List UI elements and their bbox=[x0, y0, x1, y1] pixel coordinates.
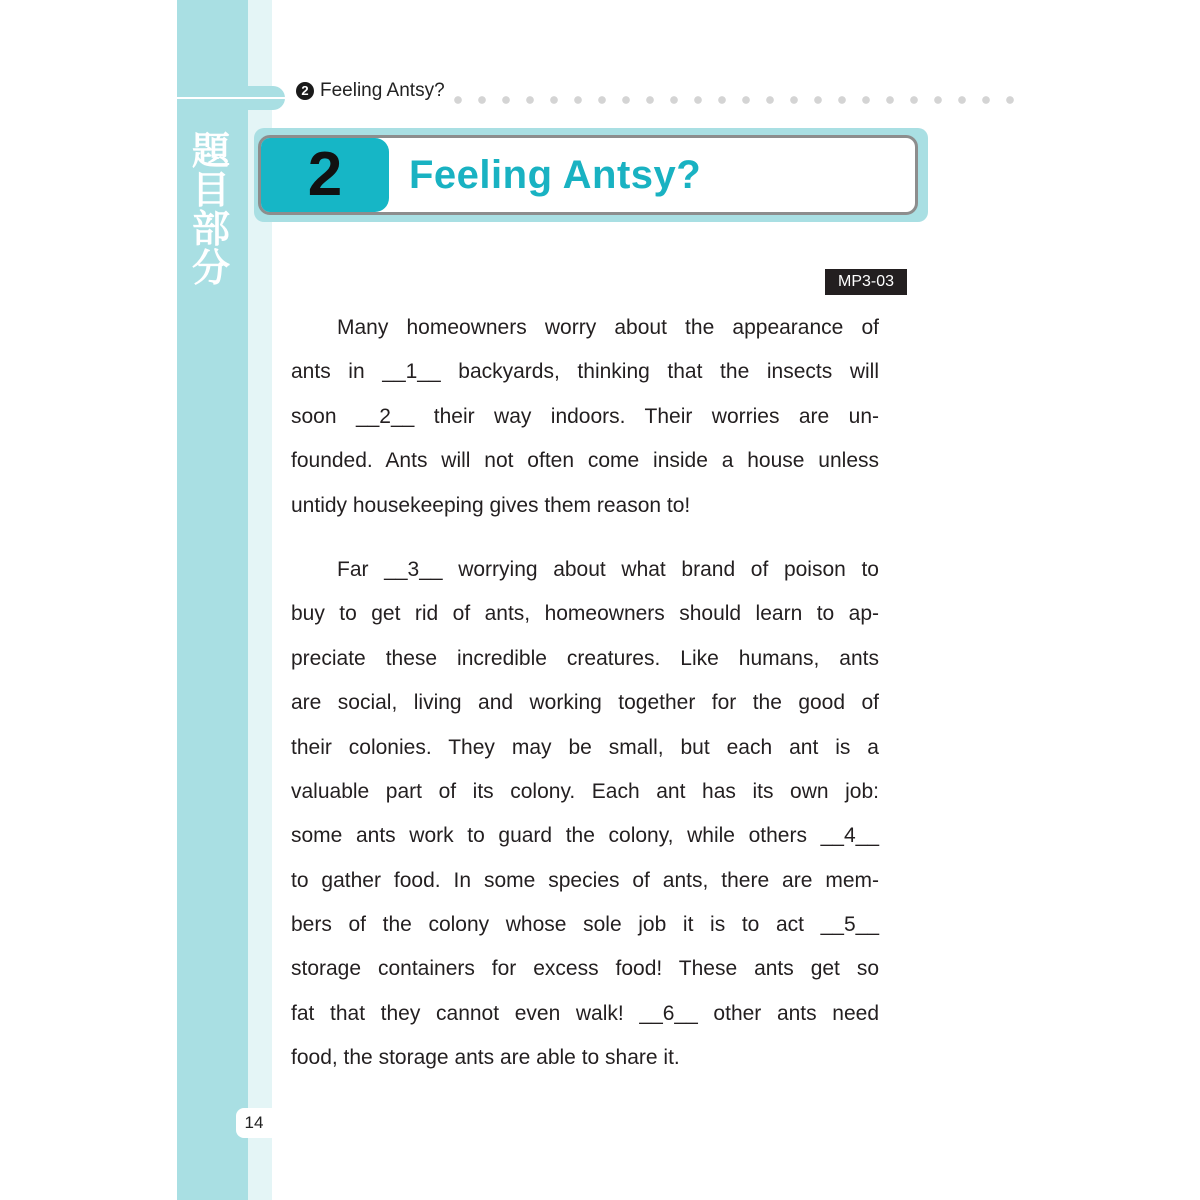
paragraph-line: storage containers for excess food! These ants get so bbox=[291, 957, 879, 981]
paragraph-line: Many homeowners worry about the appearance of bbox=[337, 316, 879, 339]
page-title: Feeling Antsy? bbox=[409, 153, 702, 197]
paragraph-line: preciate these incredible creatures. Like humans, ants bbox=[291, 646, 879, 670]
paragraph-line: founded. Ants will not often come inside a house unless bbox=[291, 449, 879, 473]
paragraph-line: fat that they cannot even walk! __6__ other ants need bbox=[291, 1001, 879, 1025]
paragraph-line: some ants work to guard the colony, while others __4__ bbox=[291, 824, 879, 848]
running-header bbox=[296, 78, 445, 104]
section-label-char: 部 bbox=[191, 207, 230, 251]
section-label bbox=[186, 129, 236, 290]
paragraph-line: buy to get rid of ants, homeowners should learn to ap- bbox=[291, 602, 879, 626]
sidebar-tab-divider bbox=[177, 97, 285, 99]
paragraph-line: bers of the colony whose sole job it is to act __5__ bbox=[291, 913, 879, 937]
paragraph-line: to gather food. In some species of ants, there are mem- bbox=[291, 868, 879, 892]
dotted-rule bbox=[446, 96, 1026, 104]
paragraph-line: soon __2__ their way indoors. Their worries are un- bbox=[291, 404, 879, 428]
reading-passage bbox=[291, 306, 879, 1081]
paragraph-line: their colonies. They may be small, but each ant is a bbox=[291, 735, 879, 759]
paragraph-line: valuable part of its colony. Each ant has its own job: bbox=[291, 779, 879, 803]
paragraph-line: are social, living and working together for the good of bbox=[291, 691, 879, 715]
running-header-title: Feeling Antsy? bbox=[320, 80, 445, 101]
paragraph bbox=[291, 548, 879, 1081]
page-number: 14 bbox=[236, 1108, 272, 1138]
paragraph-line: food, the storage ants are able to share it. bbox=[291, 1046, 680, 1070]
section-label-char: 分 bbox=[191, 246, 230, 290]
title-number: 2 bbox=[261, 138, 389, 212]
unit-number-badge: 2 bbox=[296, 82, 314, 100]
paragraph bbox=[291, 306, 879, 528]
section-label-char: 目 bbox=[191, 168, 230, 212]
paragraph-line: untidy housekeeping gives them reason to! bbox=[291, 493, 691, 517]
section-label-char: 題 bbox=[191, 129, 230, 173]
paragraph-line: Far __3__ worrying about what brand of poison to bbox=[337, 557, 879, 581]
paragraph-line: ants in __1__ backyards, thinking that the insects will bbox=[291, 360, 879, 384]
audio-track-label: MP3-03 bbox=[825, 269, 907, 295]
title-box bbox=[258, 135, 918, 215]
